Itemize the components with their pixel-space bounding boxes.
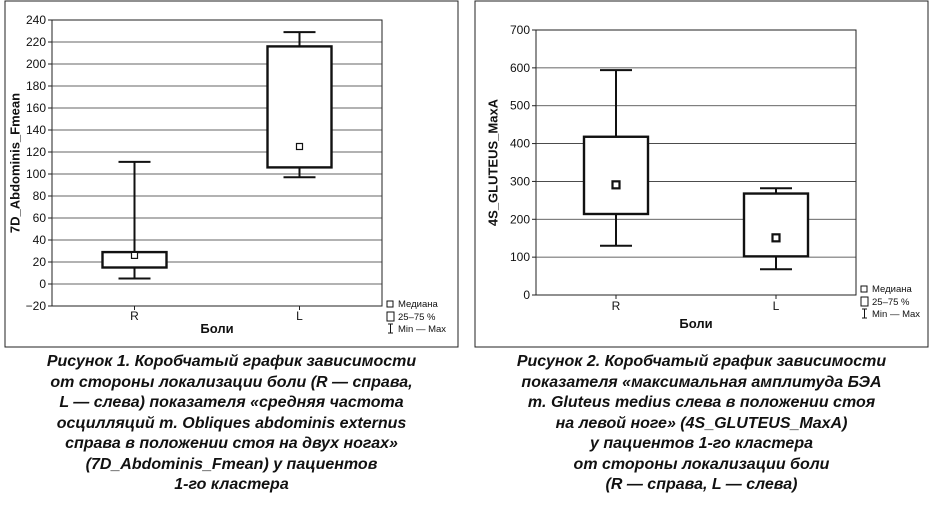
caption-line: L — слева) показателя «средняя частота	[59, 394, 404, 411]
caption-line: Рисунок 1. Коробчатый график зависимости	[46, 353, 417, 370]
y-tick-label: 60	[32, 211, 46, 225]
legend-iqr-label: 25–75 %	[398, 312, 436, 323]
median-marker	[132, 252, 138, 258]
y-tick-label: 220	[25, 35, 46, 49]
legend-median-icon	[387, 301, 393, 307]
caption-line: 1-го кластера	[174, 476, 289, 493]
legend-median-icon	[861, 286, 867, 292]
caption-line: Рисунок 2. Коробчатый график зависимости	[516, 353, 887, 370]
y-axis-title: 7D_Abdominis_Fmean	[7, 92, 23, 234]
legend	[861, 284, 920, 320]
y-tick-label: 100	[25, 167, 46, 181]
y-tick-label: 180	[25, 79, 46, 93]
caption-line: от стороны локализации боли	[573, 455, 830, 473]
y-tick-label: 160	[25, 101, 46, 115]
median-marker	[773, 234, 780, 241]
box-L	[744, 188, 808, 269]
y-tick-label: 400	[509, 136, 530, 151]
figure-2-caption	[474, 352, 929, 496]
caption-line: m. Gluteus medius слева в положении стоя	[527, 394, 876, 411]
figure-1-caption	[4, 352, 459, 496]
box-L	[268, 32, 332, 177]
legend	[387, 299, 446, 335]
chart-1-svg	[4, 0, 459, 348]
x-tick-label: L	[772, 299, 780, 313]
caption-line: (R — справа, L — слева)	[605, 476, 798, 493]
chart-1	[4, 0, 459, 348]
y-tick-label: 20	[32, 255, 46, 269]
y-tick-label: 40	[32, 233, 46, 247]
y-tick-label: 0	[523, 288, 530, 302]
iqr-box	[744, 194, 808, 257]
legend-iqr-icon	[387, 312, 394, 321]
y-tick-label: 600	[509, 60, 530, 75]
caption-line: у пациентов 1-го кластера	[589, 435, 813, 452]
y-axis-title: 4S_GLUTEUS_MaxA	[485, 98, 501, 227]
x-tick-label: R	[611, 299, 621, 313]
x-tick-label: R	[130, 309, 139, 323]
chart-2	[474, 0, 929, 348]
caption-line: на левой ноге» (4S_GLUTEUS_MaxA)	[555, 414, 848, 432]
legend-iqr-icon	[861, 297, 868, 306]
legend-range-label: Min — Max	[872, 309, 921, 320]
median-marker	[613, 181, 620, 188]
y-tick-label: 500	[509, 98, 530, 113]
caption-line: (7D_Abdominis_Fmean) у пациентов	[85, 455, 378, 473]
y-tick-label: 120	[25, 145, 46, 159]
x-axis-title: Боли	[679, 316, 713, 331]
y-tick-label: 240	[25, 13, 46, 27]
y-tick-label: 300	[509, 174, 530, 189]
legend-median-label: Медиана	[872, 284, 912, 295]
y-tick-label: 100	[509, 250, 530, 265]
legend-median-label: Медиана	[398, 299, 438, 310]
y-tick-label: 200	[509, 212, 530, 227]
median-marker	[297, 144, 303, 150]
legend-range-label: Min — Max	[398, 324, 447, 335]
y-tick-label: 200	[25, 57, 46, 71]
y-tick-label: 700	[509, 23, 530, 37]
caption-line: от стороны локализации боли (R — справа,	[50, 373, 413, 391]
chart-2-svg	[474, 0, 929, 348]
caption-line: показателя «максимальная амплитуда БЭА	[521, 373, 882, 391]
y-tick-label: −20	[25, 299, 46, 313]
caption-line: справа в положении стоя на двух ногах»	[65, 435, 398, 452]
caption-line: осцилляций m. Obliques abdominis externus	[56, 414, 407, 432]
legend-iqr-label: 25–75 %	[872, 297, 910, 308]
y-tick-label: 140	[25, 123, 46, 137]
y-tick-label: 0	[39, 277, 46, 291]
iqr-box	[584, 137, 648, 214]
x-axis-title: Боли	[200, 321, 234, 336]
x-tick-label: L	[296, 309, 303, 323]
y-tick-label: 80	[32, 189, 46, 203]
